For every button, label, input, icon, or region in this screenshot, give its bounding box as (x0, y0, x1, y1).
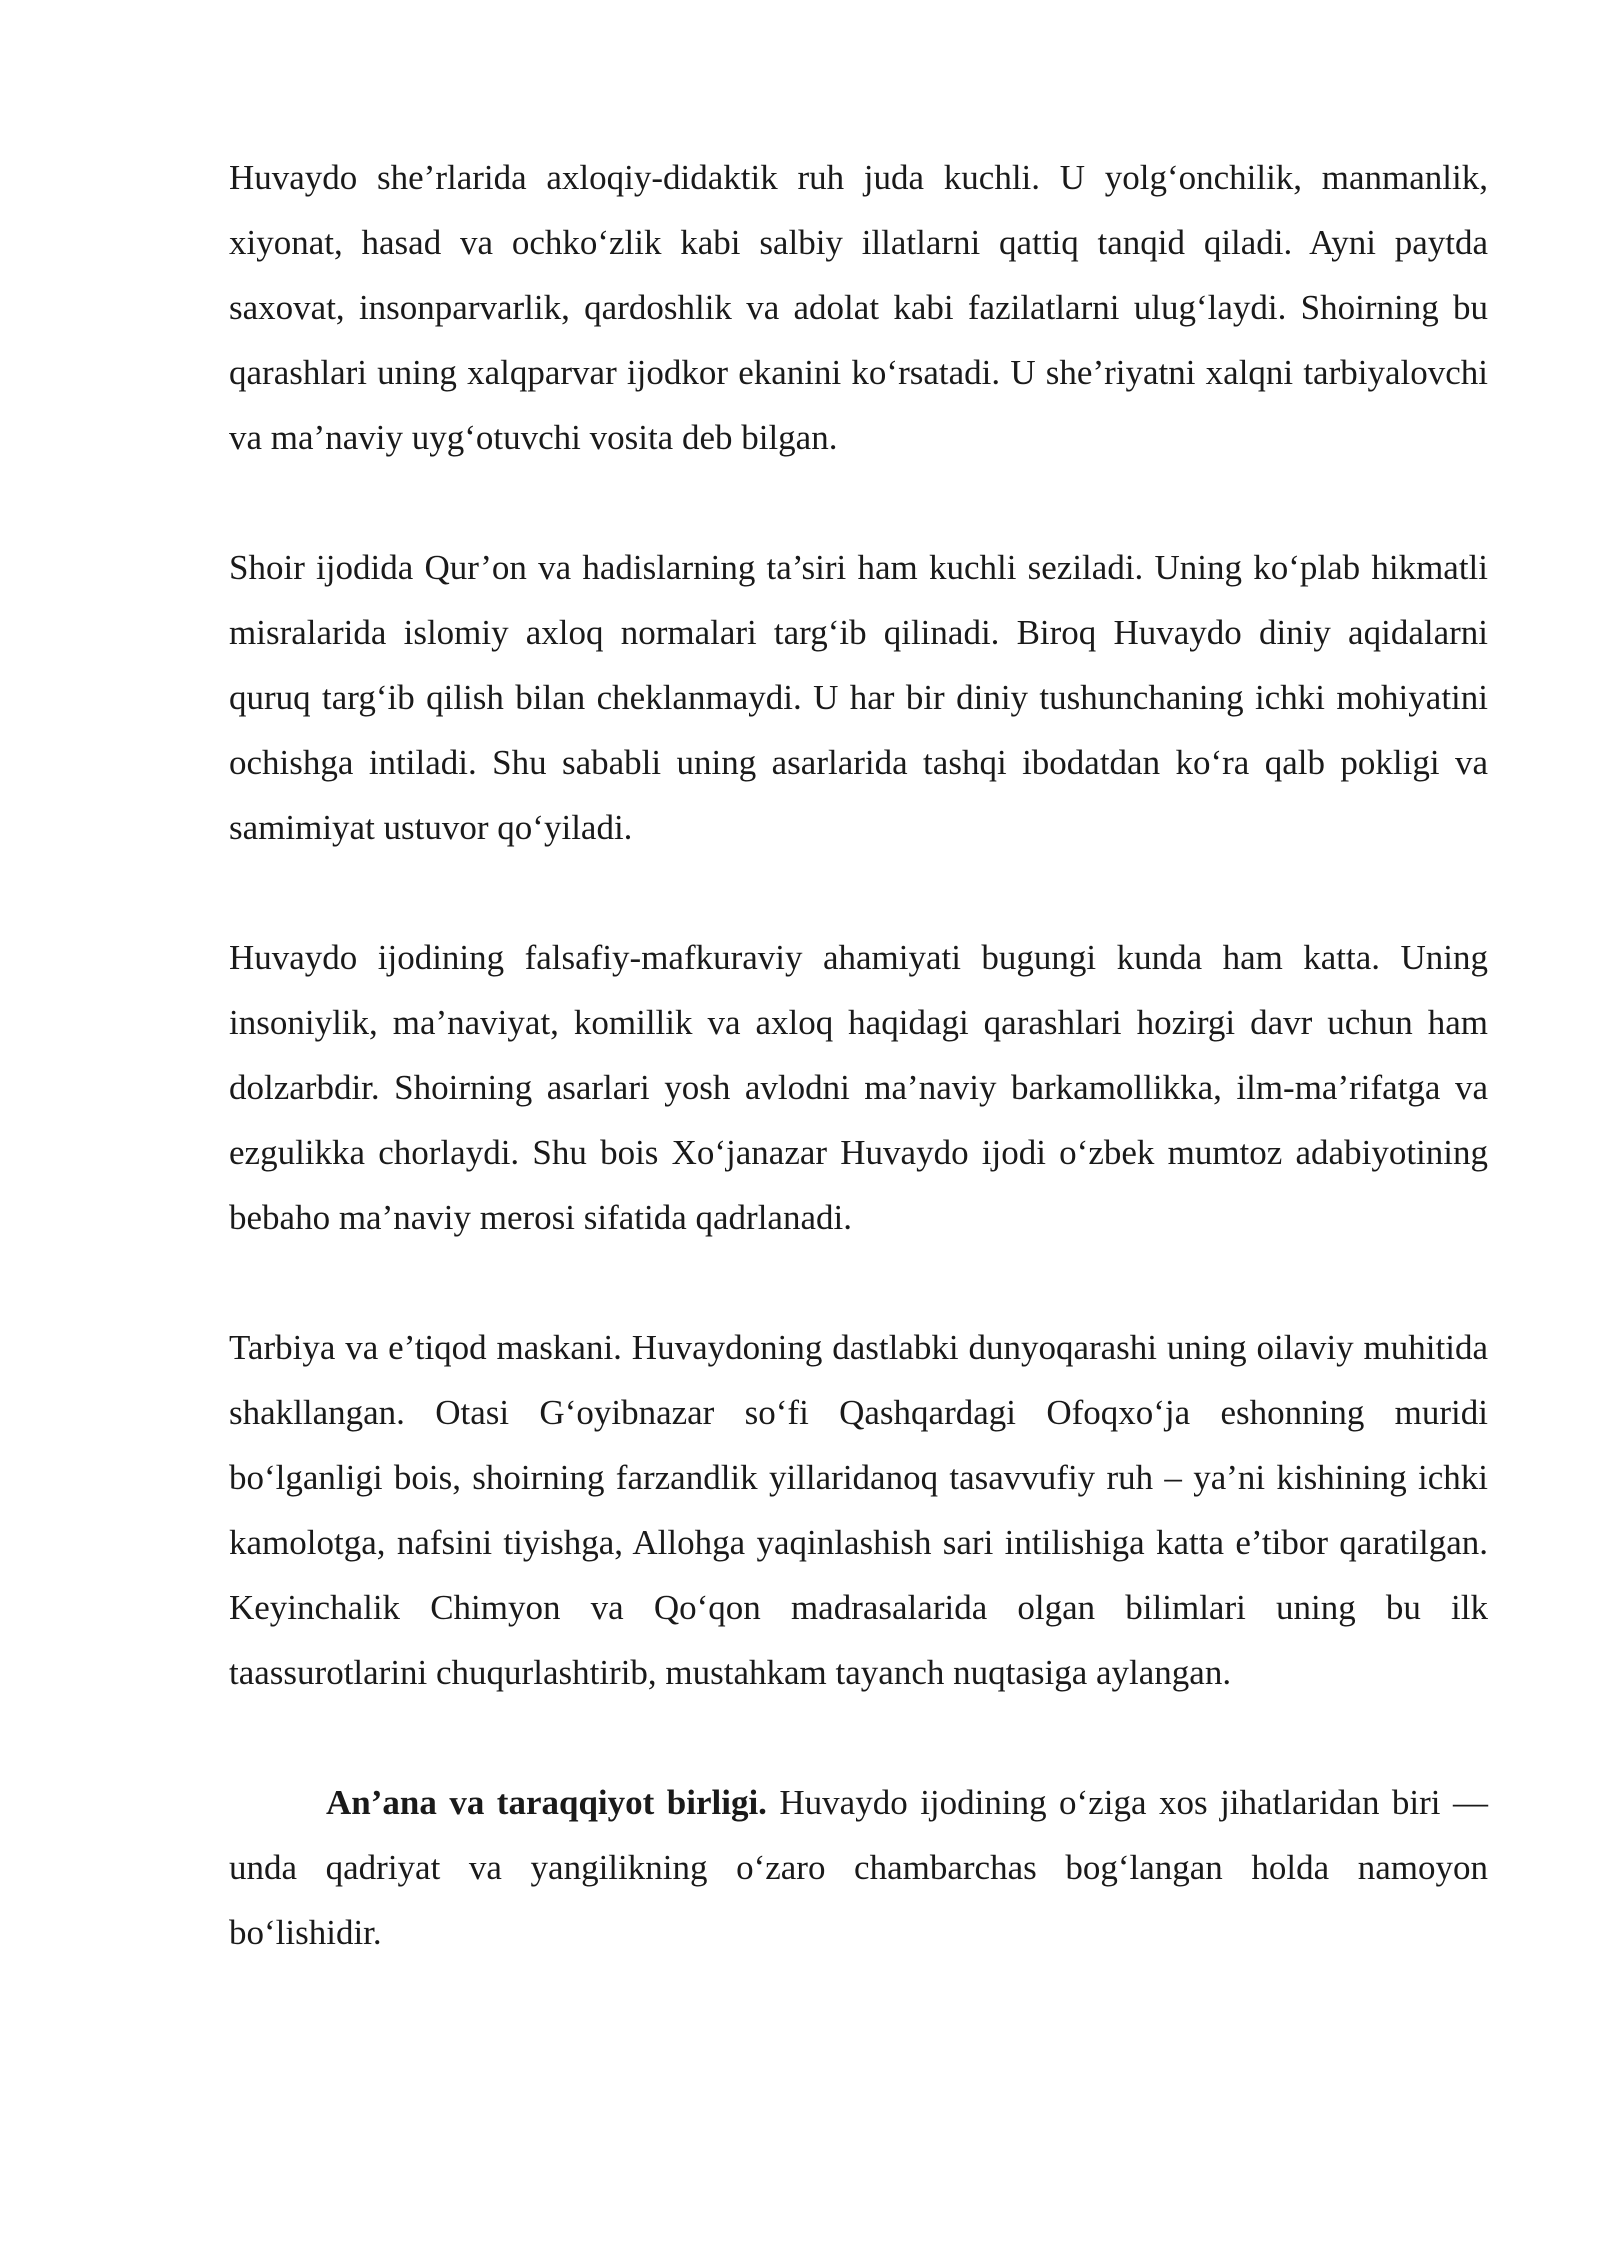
paragraph-tradition-progress (229, 1770, 1488, 1965)
paragraph-text: Tarbiya va e’tiqod maskani. Huvaydoning dastlabki dunyoqarashi uning oilaviy muhitida shakllangan. Otasi G‘oyibnazar so‘fi Qashqardagi Ofoqxo‘ja eshonning muridi bo‘lganligi bois, shoirning farzandlik yillaridanoq tasavvufiy ruh – ya’ni kishining ichki kamolotga, nafsini tiyishga, Allohga yaqinlashish sari intilishiga katta e’tibor qaratilgan. Keyinchalik Chimyon va Qo‘qon madrasalarida olgan bilimlari uning bu ilk taassurotlarini chuqurlashtirib, mustahkam tayanch nuqtasiga aylangan. (229, 1328, 1488, 1692)
paragraph-lead-heading: An’ana va taraqqiyot birligi. (326, 1783, 767, 1822)
paragraph-text: Shoir ijodida Qur’on va hadislarning ta’siri ham kuchli seziladi. Uning ko‘plab hikmatli misralarida islomiy axloq normalari targ‘ib qilinadi. Biroq Huvaydo diniy aqidalarni quruq targ‘ib qilish bilan cheklanmaydi. U har bir diniy tushunchaning ichki mohiyatini ochishga intiladi. Shu sababli uning asarlarida tashqi ibodatdan ko‘ra qalb pokligi va samimiyat ustuvor qo‘yiladi. (229, 548, 1488, 847)
paragraph-text: Huvaydo ijodining falsafiy-mafkuraviy ahamiyati bugungi kunda ham katta. Uning insoniylik, ma’naviyat, komillik va axloq haqidagi qarashlari hozirgi davr uchun ham dolzarbdir. Shoirning asarlari yosh avlodni ma’naviy barkamollikka, ilm-ma’rifatga va ezgulikka chorlaydi. Shu bois Xo‘janazar Huvaydo ijodi o‘zbek mumtoz adabiyotining bebaho ma’naviy merosi sifatida qadrlanadi. (229, 938, 1488, 1237)
paragraph-text: Huvaydo ijodining o‘ziga xos jihatlaridan biri — unda qadriyat va yangilikning o‘zaro chambarchas bog‘langan holda namoyon bo‘lishidir. (229, 1783, 1489, 1952)
paragraph-quran-influence (229, 535, 1488, 860)
paragraph-ethics (229, 145, 1488, 470)
paragraph-philosophical-significance (229, 925, 1488, 1250)
paragraph-text: Huvaydo she’rlarida axloqiy-didaktik ruh juda kuchli. U yolg‘onchilik, manmanlik, xiyonat, hasad va ochko‘zlik kabi salbiy illatlarni qattiq tanqid qiladi. Ayni paytda saxovat, insonparvarlik, qardoshlik va adolat kabi fazilatlarni ulug‘laydi. Shoirning bu qarashlari uning xalqparvar ijodkor ekanini ko‘rsatadi. U she’riyatni xalqni tarbiyalovchi va ma’naviy uyg‘otuvchi vosita deb bilgan. (229, 158, 1488, 457)
document-body (229, 145, 1488, 2030)
paragraph-upbringing (229, 1315, 1488, 1705)
